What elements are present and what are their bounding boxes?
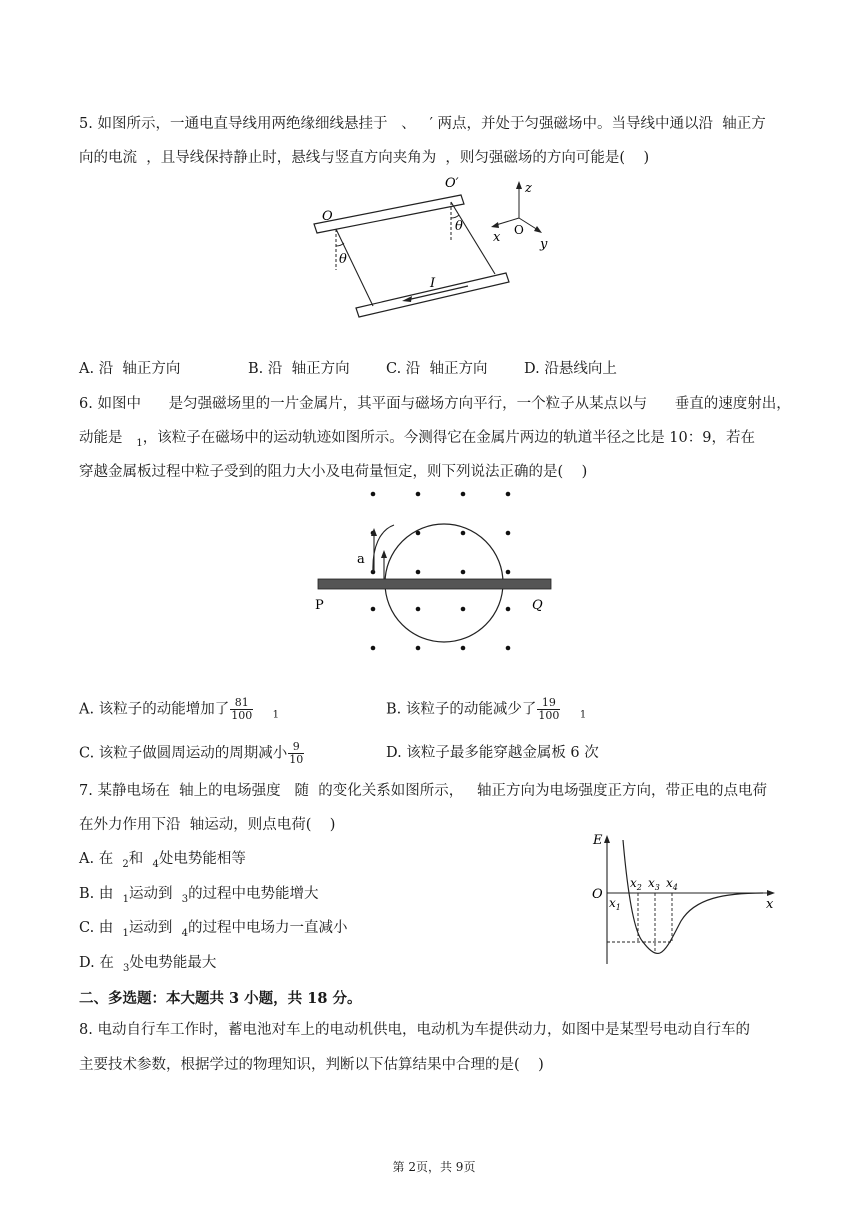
- label-x2: $x_2$: [630, 876, 642, 892]
- label-a: a: [357, 552, 365, 567]
- label-E: E: [593, 833, 603, 848]
- q7-figure: [585, 826, 785, 971]
- q5-option-a: A. 沿 轴正方向: [79, 361, 181, 377]
- q6-stem-line1: 6. 如图中 是匀强磁场里的一片金属片，其平面与磁场方向平行，一个粒子从某点以与 垂直的速度射出，: [79, 396, 791, 412]
- axis-y-label: y: [540, 237, 548, 252]
- label-Q: Q: [532, 598, 543, 613]
- label-P: P: [315, 598, 324, 613]
- theta-left-label: θ: [339, 252, 347, 267]
- section-heading: 二、多选题：本大题共 3 小题，共 18 分。: [79, 990, 362, 1007]
- label-x-axis: x: [766, 897, 774, 912]
- q7-option-b: B. 由 $_1$运动到 $_3$的过程中电势能增大: [79, 886, 319, 905]
- q6-option-a: A. 该粒子的动能增加了 $\frac{81}{100}$ $_1$: [79, 696, 280, 722]
- q7-option-d: D. 在 $_3$处电势能最大: [79, 955, 217, 974]
- q5-figure: [300, 170, 570, 330]
- axis-origin-label: O: [514, 223, 524, 237]
- label-O: O: [322, 209, 333, 224]
- q7-stem-line2: 在外力作用下沿 轴运动，则点电荷( ): [79, 817, 336, 833]
- right-thread: [451, 202, 495, 274]
- q8-stem-line2: 主要技术参数，根据学过的物理知识，判断以下估算结果中合理的是( ): [79, 1057, 544, 1073]
- q5-stem-line2: 向的电流 ，且导线保持静止时，悬线与竖直方向夹角为 ，则匀强磁场的方向可能是( ): [79, 150, 650, 166]
- q6-stem-line3: 穿越金属板过程中粒子受到的阻力大小及电荷量恒定，则下列说法正确的是( ): [79, 464, 588, 480]
- q6-option-d: D. 该粒子最多能穿越金属板 6 次: [386, 745, 599, 761]
- q7-option-c: C. 由 $_1$运动到 $_4$的过程中电场力一直减小: [79, 920, 348, 939]
- e-curve: [623, 840, 763, 953]
- field-dots: [371, 492, 511, 651]
- left-thread: [336, 229, 373, 306]
- label-Oprime: O′: [445, 176, 459, 191]
- q6-option-c: C. 该粒子做圆周运动的周期减小 $\frac{9}{10}$: [79, 740, 304, 766]
- label-x1: $x_1$: [609, 896, 621, 912]
- q5-option-c: C. 沿 轴正方向: [386, 361, 488, 377]
- label-x4: $x_4$: [666, 876, 678, 892]
- axis-z-label: z: [525, 181, 532, 196]
- metal-plate: [318, 579, 551, 589]
- q5-option-b: B. 沿 轴正方向: [248, 361, 350, 377]
- page-footer: 第 2页，共 9页: [392, 1160, 476, 1174]
- q7-option-a: A. 在 $_2$和 $_4$处电势能相等: [79, 851, 246, 870]
- q8-stem-line1: 8. 电动自行车工作时，蓄电池对车上的电动机供电，电动机为车提供动力，如图中是某型号电动自行车的: [79, 1022, 750, 1038]
- q5-stem-line1: 5. 如图所示，一通电直导线用两绝缘细线悬挂于 、 ′ 两点，并处于匀强磁场中。当导线中通以沿 轴正方: [79, 116, 766, 132]
- q6-option-b: B. 该粒子的动能减少了 $\frac{19}{100}$ $_1$: [386, 696, 587, 722]
- top-rod: [314, 195, 464, 233]
- q7-stem-line1: 7. 某静电场在 轴上的电场强度 随 的变化关系如图所示， 轴正方向为电场强度正方向，带正电的点电荷: [79, 783, 768, 799]
- label-O: O: [592, 887, 603, 902]
- q6-figure: [310, 485, 560, 665]
- q6-stem-line2: 动能是 $_1$，该粒子在磁场中的运动轨迹如图所示。今测得它在金属片两边的轨道半径之比是 10：9，若在: [79, 430, 755, 449]
- label-I: I: [430, 276, 436, 291]
- label-x3: $x_3$: [648, 876, 660, 892]
- q5-option-d: D. 沿悬线向上: [524, 361, 617, 377]
- theta-right-label: θ: [455, 219, 463, 234]
- axis-x-label: x: [493, 230, 501, 245]
